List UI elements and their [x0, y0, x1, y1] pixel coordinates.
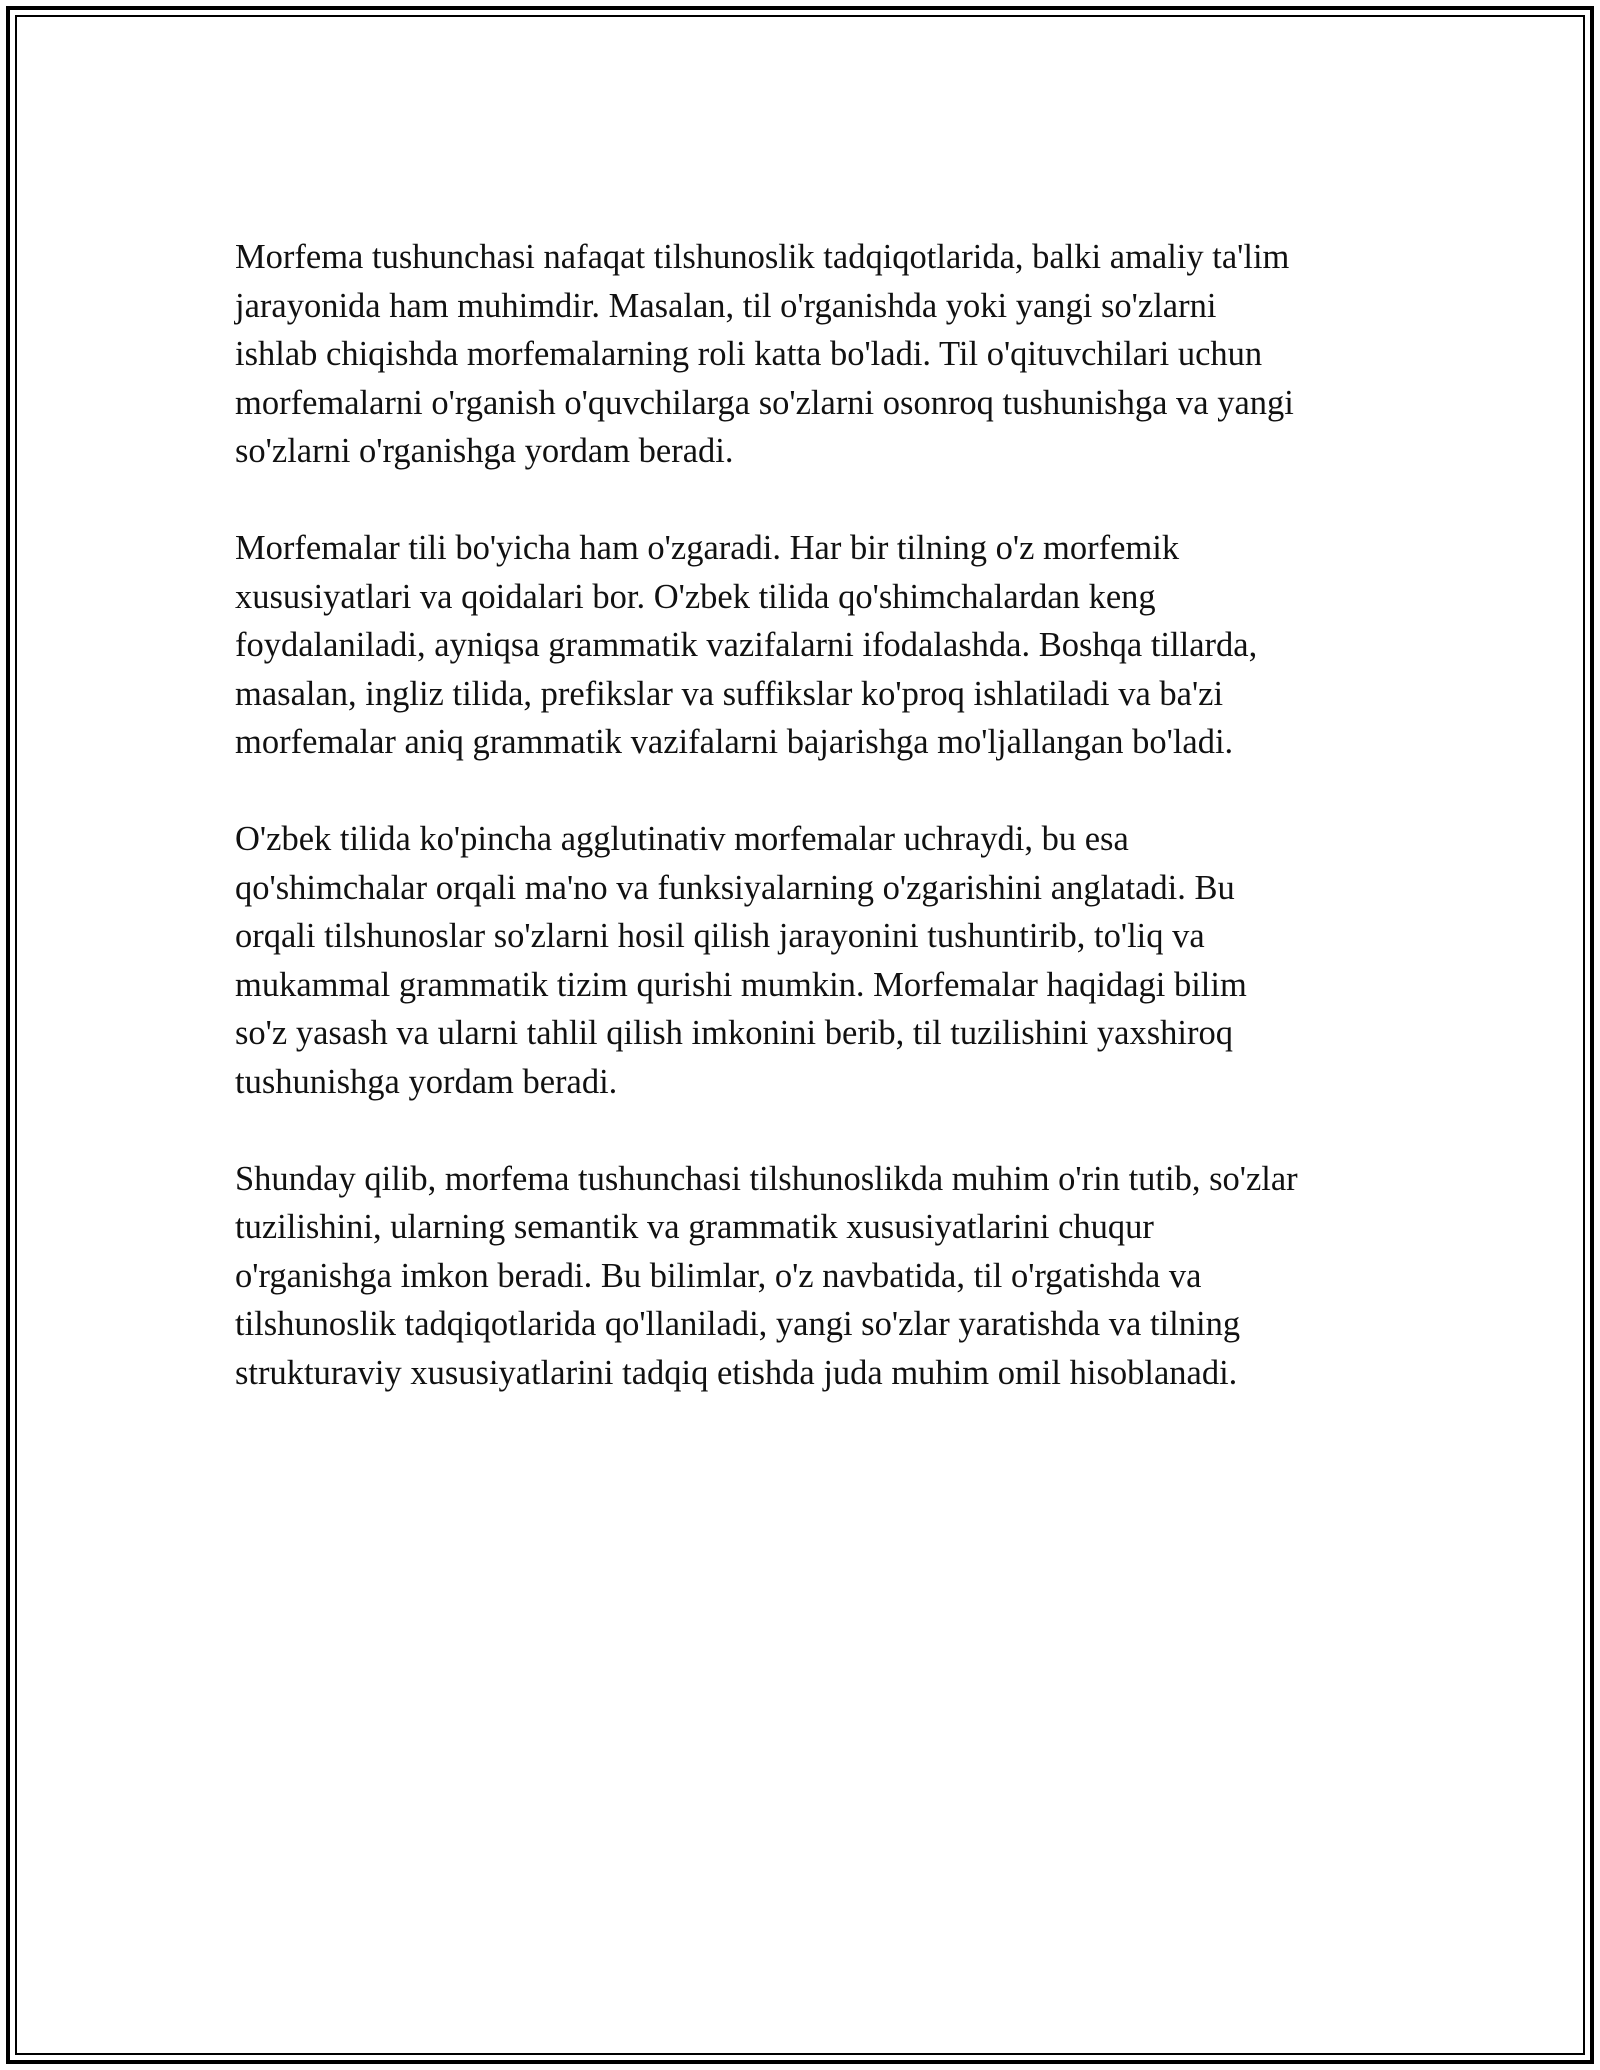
text-line: foydalaniladi, ayniqsa grammatik vazifalarni ifodalashda. Boshqa tillarda, — [235, 626, 1258, 664]
text-line: tuzilishini, ularning semantik va grammatik xususiyatlarini chuqur — [235, 1208, 1154, 1246]
text-line: morfemalar aniq grammatik vazifalarni bajarishga mo'ljallangan bo'ladi. — [235, 723, 1234, 761]
text-line: so'z yasash va ularni tahlil qilish imkonini berib, til tuzilishini yaxshiroq — [235, 1014, 1233, 1052]
document-body — [235, 233, 1385, 1446]
paragraph-3 — [235, 815, 1385, 1106]
text-line: xususiyatlari va qoidalari bor. O'zbek tilida qo'shimchalardan keng — [235, 577, 1156, 616]
text-line: jarayonida ham muhimdir. Masalan, til o'rganishda yoki yangi so'zlarni — [235, 286, 1217, 325]
paragraph-2 — [235, 524, 1385, 767]
text-line: O'zbek tilida ko'pincha agglutinativ morfemalar uchraydi, bu esa — [235, 820, 1129, 858]
text-line: ishlab chiqishda morfemalarning roli katta bo'ladi. Til o'qituvchilari uchun — [235, 335, 1263, 373]
text-line: Morfema tushunchasi nafaqat tilshunoslik tadqiqotlarida, balki amaliy ta'lim — [235, 238, 1290, 276]
text-line: tushunishga yordam beradi. — [235, 1062, 618, 1101]
text-line: Shunday qilib, morfema tushunchasi tilshunoslikda muhim o'rin tutib, so'zlar — [235, 1159, 1298, 1198]
text-line: tilshunoslik tadqiqotlarida qo'llaniladi, yangi so'zlar yaratishda va tilning — [235, 1305, 1241, 1343]
paragraph-4 — [235, 1155, 1385, 1398]
text-line: orqali tilshunoslar so'zlarni hosil qilish jarayonini tushuntirib, to'liq va — [235, 917, 1205, 955]
text-line: so'zlarni o'rganishga yordam beradi. — [235, 432, 734, 470]
paragraph-1 — [235, 233, 1385, 476]
text-line: mukammal grammatik tizim qurishi mumkin. Morfemalar haqidagi bilim — [235, 965, 1247, 1004]
text-line: masalan, ingliz tilida, prefikslar va suffikslar ko'proq ishlatiladi va ba'zi — [235, 674, 1224, 713]
text-line: qo'shimchalar orqali ma'no va funksiyalarning o'zgarishini anglatadi. Bu — [235, 868, 1235, 907]
text-line: strukturaviy xususiyatlarini tadqiq etishda juda muhim omil hisoblanadi. — [235, 1353, 1238, 1392]
text-line: o'rganishga imkon beradi. Bu bilimlar, o'z navbatida, til o'rgatishda va — [235, 1256, 1202, 1295]
text-line: morfemalarni o'rganish o'quvchilarga so'zlarni osonroq tushunishga va yangi — [235, 383, 1294, 422]
text-line: Morfemalar tili bo'yicha ham o'zgaradi. Har bir tilning o'z morfemik — [235, 529, 1180, 567]
